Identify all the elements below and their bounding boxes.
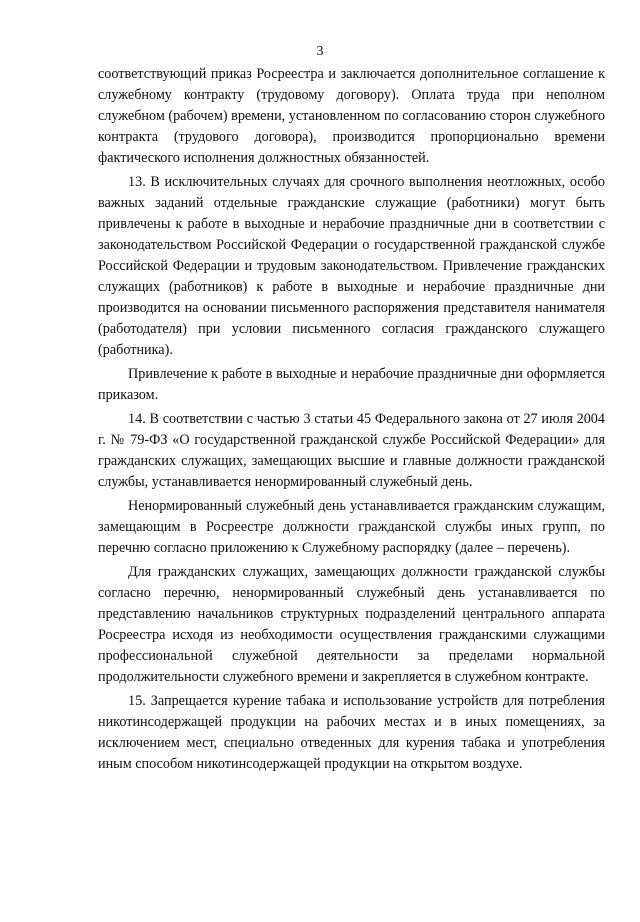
page-number: 3: [316, 44, 324, 59]
document-body: [98, 64, 605, 775]
paragraph-item-13-order: Привлечение к работе в выходные и нерабочие праздничные дни оформляется приказом.: [98, 366, 605, 403]
paragraph-continuation: соответствующий приказ Росреестра и заключается дополнительное соглашение к служебному контракту (трудовому договору). Оплата труда при неполном служебном (рабочем) времени, установленном по согласованию сторон служебного контракта (трудового договора), производится пропорционально времени фактического исполнения должностных обязанностей.: [98, 66, 605, 166]
paragraph-item-13: 13. В исключительных случаях для срочного выполнения неотложных, особо важных заданий отдельные гражданские служащие (работники) могут быть привлечены к работе в выходные и нерабочие праздничные дни в соответствии с законодательством Российской Федерации о государственной гражданской службе Российской Федерации и трудовым законодательством. Привлечение гражданских служащих (работников) к работе в выходные и нерабочие праздничные дни производится на основании письменного распоряжения представителя нанимателя (работодателя) при условии письменного согласия гражданского служащего (работника).: [98, 174, 605, 358]
paragraph-item-15: 15. Запрещается курение табака и использование устройств для потребления никотинсодержащей продукции на рабочих местах и в иных помещениях, за исключением мест, специально отведенных для курения табака и употребления иным способом никотинсодержащей продукции на открытом воздухе.: [98, 693, 605, 772]
paragraph-item-14: 14. В соответствии с частью 3 статьи 45 Федерального закона от 27 июля 2004 г. № 79-ФЗ «О государственной гражданской службе Российской Федерации» для гражданских служащих, замещающих высшие и главные должности гражданской службы, устанавливается ненормированный служебный день.: [98, 411, 605, 490]
paragraph-item-14-list: Ненормированный служебный день устанавливается гражданским служащим, замещающим в Росреестре должности гражданской службы иных групп, по перечню согласно приложению к Служебному распорядку (далее – перечень).: [98, 498, 605, 556]
paragraph-item-14-procedure: Для гражданских служащих, замещающих должности гражданской службы согласно перечню, ненормированный служебный день устанавливается по представлению начальников структурных подразделений центрального аппарата Росреестра исходя из необходимости осуществления гражданскими служащими профессиональной служебной деятельности за пределами нормальной продолжительности служебного времени и закрепляется в служебном контракте.: [98, 564, 605, 685]
